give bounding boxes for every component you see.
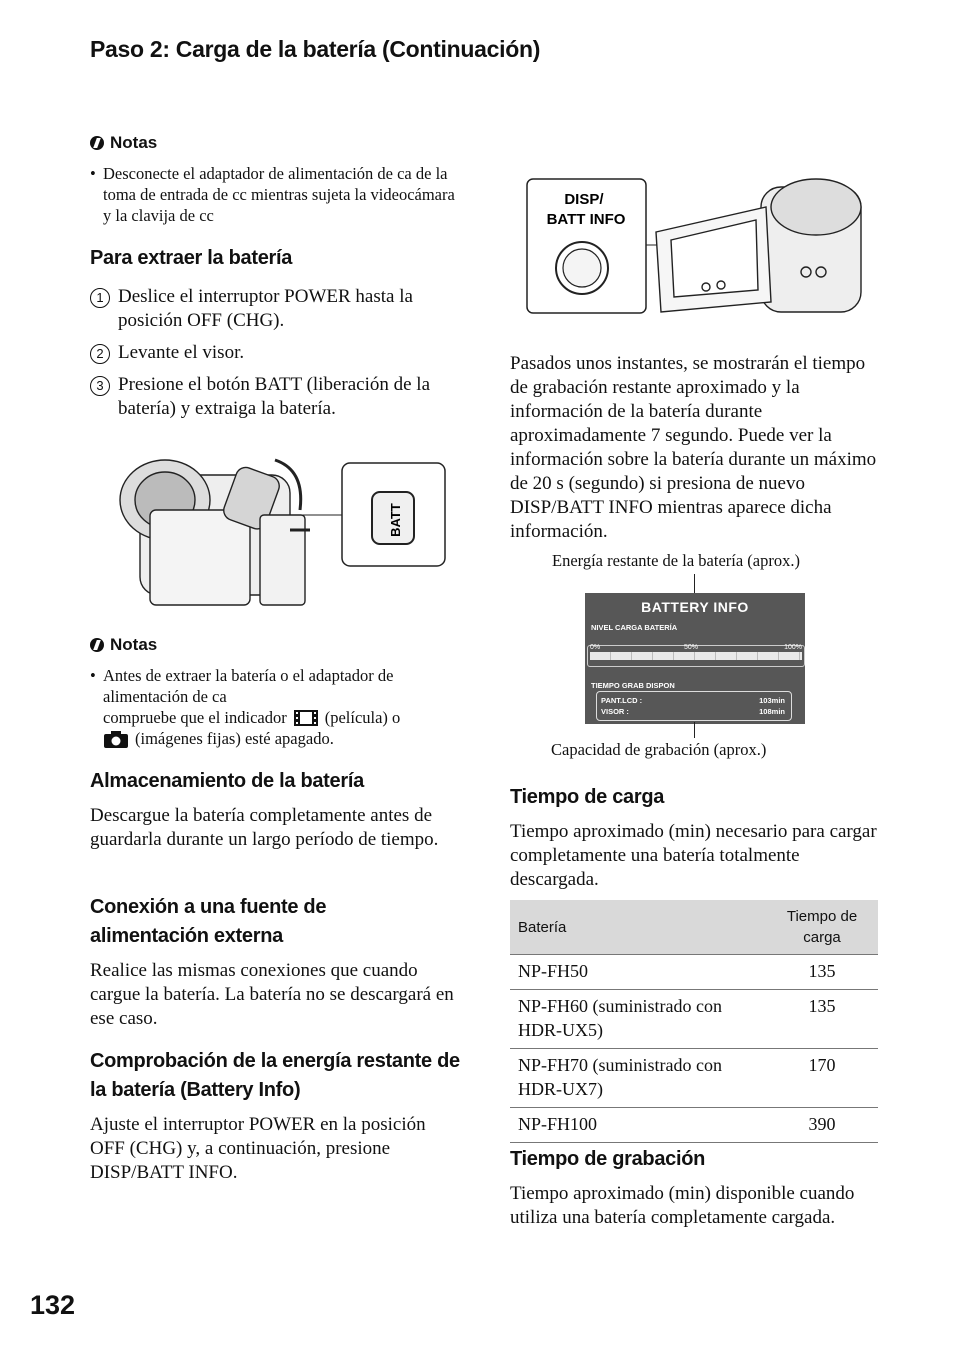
cell-time: 135 <box>766 990 878 1049</box>
table-row <box>510 990 878 1049</box>
tick-100: 100% <box>784 644 802 651</box>
section-heading-external: Conexión a una fuente de alimentación externa <box>90 896 327 947</box>
list-item: • Antes de extraer la batería o el adaptador de alimentación de ca compruebe que el indicador (película) o (imágenes fijas) esté apagado. <box>90 666 401 748</box>
batt-button-label: BATT <box>388 503 403 537</box>
battery-level-fill <box>590 652 802 660</box>
note-icon <box>90 638 104 652</box>
charge-time-text: Tiempo aproximado (min) necesario para cargar completamente una batería totalmente descargada. <box>510 821 877 890</box>
viewfinder-value: 108min <box>759 707 785 716</box>
disp-batt-info-illustration <box>526 172 866 317</box>
cell-time: 390 <box>766 1108 878 1143</box>
list-item: • Desconecte el adaptador de alimentación de ca de la toma de entrada de cc mientras sujeta la videocámara y la clavija de cc <box>90 164 455 225</box>
table-header-charge-time: Tiempo de carga <box>766 900 878 955</box>
tick-0: 0% <box>590 644 601 651</box>
caption-battery-remaining: Energía restante de la batería (aprox.) <box>552 551 800 570</box>
camera-icon <box>103 729 129 749</box>
table-header-battery: Batería <box>510 900 766 955</box>
disp-label-line1: DISP/ <box>564 191 604 208</box>
callout-line-bottom <box>694 722 695 738</box>
cell-time: 170 <box>766 1049 878 1108</box>
notes-list-2 <box>90 665 460 749</box>
page-title: Paso 2: Carga de la batería (Continuación) <box>90 36 541 62</box>
notes-title-2: Notas <box>90 635 157 655</box>
section-heading-battery-info: Comprobación de la energía restante de la batería (Battery Info) <box>90 1050 460 1101</box>
step-2: 2 Levante el visor. <box>90 341 460 365</box>
lcd-label: PANT.LCD : <box>601 696 643 705</box>
notes-list-1 <box>90 163 460 226</box>
cell-battery: NP-FH70 (suministrado con HDR-UX7) <box>510 1049 766 1108</box>
intro-text: Pasados unos instantes, se mostrarán el tiempo de grabación restante aproximado y la información de la batería durante aproximadamente 7 segundo. Puede ver la información sobre la batería durante un máximo de 20 s (segundo) si presiona de nuevo DISP/BATT INFO mientras aparece dicha información. <box>510 353 877 542</box>
cell-battery: NP-FH50 <box>510 955 766 990</box>
table-row <box>510 955 878 990</box>
notes-title-1: Notas <box>90 133 157 153</box>
charge-time-table <box>510 900 878 1143</box>
step-1: 1 Deslice el interruptor POWER hasta la posición OFF (CHG). <box>90 285 460 333</box>
page-number: 132 <box>30 1290 76 1320</box>
step-3: 3 Presione el botón BATT (liberación de la batería) y extraiga la batería. <box>90 373 460 421</box>
battery-info-screen <box>585 593 805 724</box>
cell-time: 135 <box>766 955 878 990</box>
lcd-value: 103min <box>759 696 785 705</box>
table-row <box>510 1049 878 1108</box>
cell-battery: NP-FH100 <box>510 1108 766 1143</box>
section-heading-charge-time: Tiempo de carga <box>510 786 665 808</box>
recording-time-label: TIEMPO GRAB DISPON <box>591 681 675 690</box>
battery-level-bar <box>587 645 805 667</box>
recording-time-text: Tiempo aproximado (min) disponible cuando utiliza una batería completamente cargada. <box>510 1183 855 1228</box>
external-text: Realice las mismas conexiones que cuando cargue la batería. La batería no se descargará en ese caso. <box>90 960 454 1029</box>
storage-text: Descargue la batería completamente antes de guardarla durante un largo período de tiempo. <box>90 805 439 850</box>
battery-level-label: NIVEL CARGA BATERÍA <box>591 623 678 632</box>
disp-label-line2: BATT INFO <box>546 211 626 228</box>
viewfinder-label: VISOR : <box>601 707 629 716</box>
section-heading-recording-time: Tiempo de grabación <box>510 1148 706 1170</box>
recording-time-box <box>596 691 792 721</box>
camcorder-battery-illustration <box>110 450 450 615</box>
caption-recording-capacity: Capacidad de grabación (aprox.) <box>551 740 767 759</box>
movie-icon <box>293 708 319 728</box>
battery-info-title: BATTERY INFO <box>641 599 749 615</box>
tick-50: 50% <box>684 644 699 651</box>
table-row <box>510 1108 878 1143</box>
steps-list <box>90 285 460 421</box>
cell-battery: NP-FH60 (suministrado con HDR-UX5) <box>510 990 766 1049</box>
battery-info-text: Ajuste el interruptor POWER en la posición OFF (CHG) y, a continuación, presione DISP/BATT INFO. <box>90 1114 426 1183</box>
note-icon <box>90 136 104 150</box>
section-heading-storage: Almacenamiento de la batería <box>90 770 364 792</box>
section-heading-remove-battery: Para extraer la batería <box>90 247 293 269</box>
